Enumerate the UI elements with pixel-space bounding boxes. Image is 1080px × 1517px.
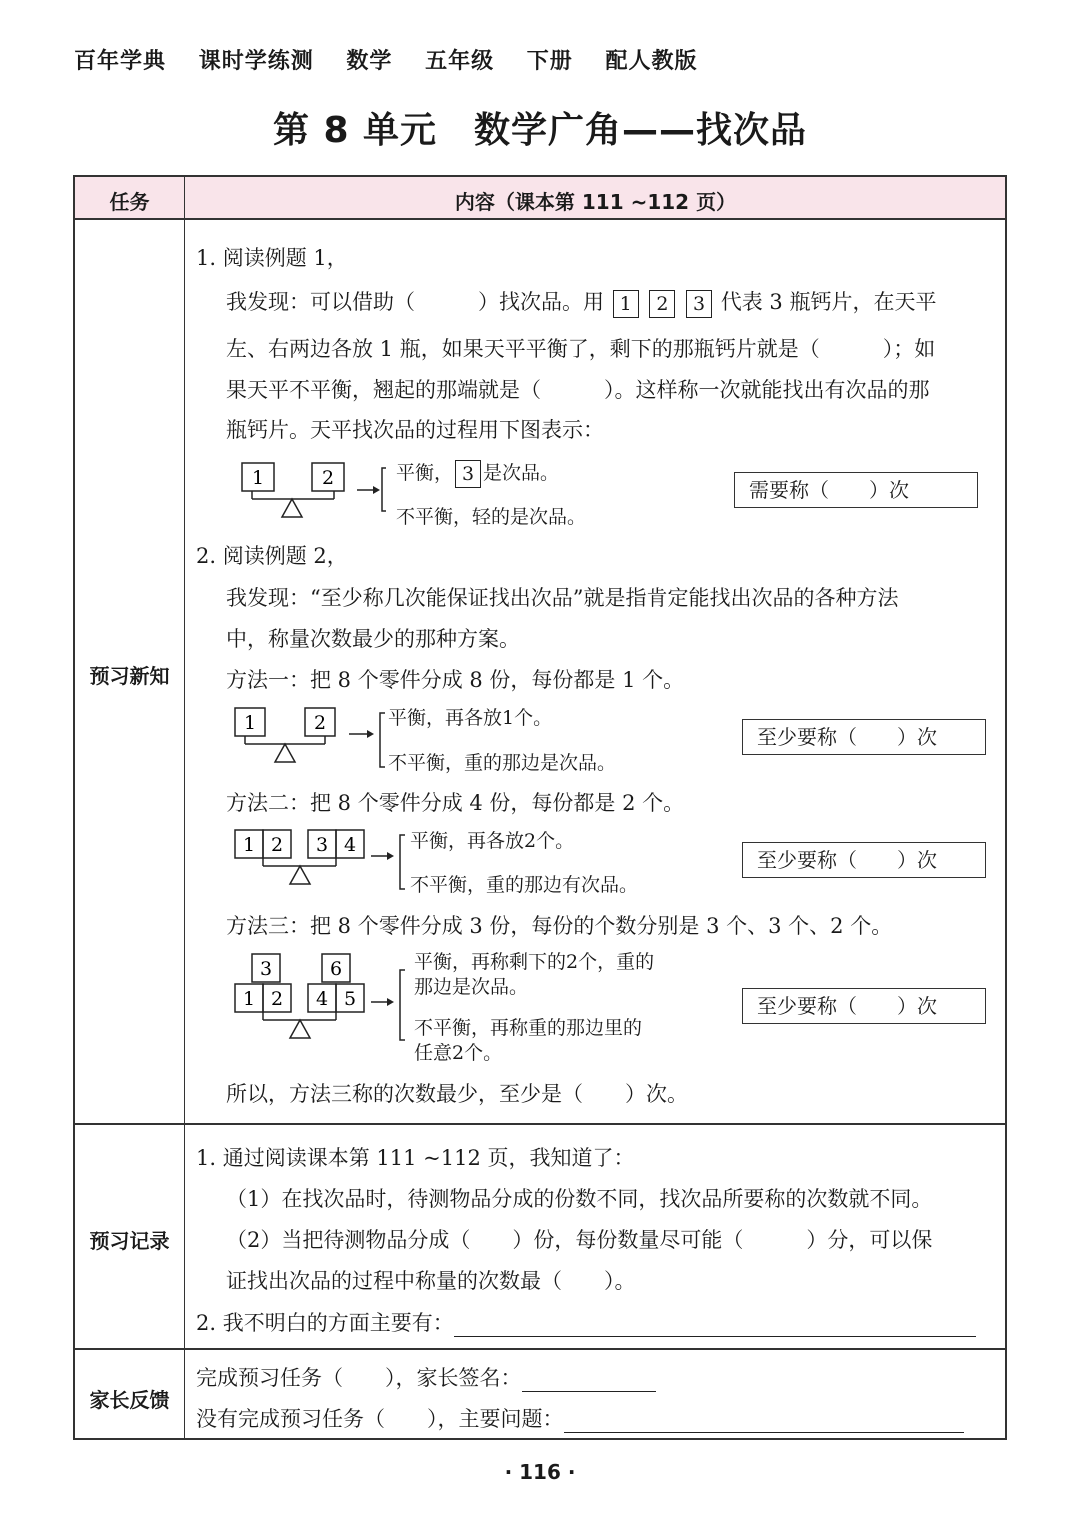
balance-diagram-method1 — [225, 700, 395, 775]
d1-balance-end: 是次品。 — [483, 462, 560, 484]
unit-title: 第 8 单元 数学广角——找次品 — [272, 110, 808, 151]
m2-left-label-1: 1 — [242, 834, 256, 856]
page-number: · 116 · — [504, 1460, 576, 1484]
m1-answer-box: 至少要称（ ）次 — [742, 719, 986, 755]
m3-right-bottom-label-1: 4 — [315, 988, 329, 1010]
header-volume: 下册 — [526, 49, 573, 74]
q1-box-2: 2 — [649, 290, 675, 318]
q1-line1-start: 我发现：可以借助（ ）找次品。用 — [226, 290, 604, 314]
m2-right-label-1: 3 — [315, 834, 329, 856]
m3-left-bottom-label-2: 2 — [270, 988, 284, 1010]
row-divider-1 — [73, 1123, 1007, 1125]
header-book: 课时学练测 — [198, 49, 314, 74]
method3-text: 方法三：把 8 个零件分成 3 份，每份的个数分别是 3 个、3 个、2 个。 — [226, 914, 893, 938]
m3-balance-line2: 那边是次品。 — [414, 976, 529, 998]
d1-balance-text — [396, 458, 559, 488]
header-edition: 配人教版 — [605, 49, 698, 74]
method2-text: 方法二：把 8 个零件分成 4 份，每份都是 2 个。 — [226, 791, 685, 815]
row-divider-2 — [73, 1348, 1007, 1350]
header-subject: 数学 — [346, 49, 393, 74]
parent-signature-line[interactable] — [522, 1369, 656, 1392]
record-line3: （2）当把待测物品分成（ ）份，每份数量尽可能（ ）分，可以保 — [226, 1228, 933, 1252]
conclusion-text: 所以，方法三称的次数最少，至少是（ ）次。 — [226, 1082, 688, 1106]
m3-right-bottom-label-2: 5 — [343, 988, 357, 1010]
column-header-content: 内容（课本第 111 ~112 页） — [454, 190, 737, 214]
m2-answer-box: 至少要称（ ）次 — [742, 842, 986, 878]
d1-box: 3 — [455, 460, 481, 488]
row-label-feedback: 家长反馈 — [89, 1388, 170, 1412]
q1-line4: 瓶钙片。天平找次品的过程用下图表示： — [226, 418, 604, 442]
problem-description-line[interactable] — [564, 1410, 964, 1433]
q2-line1: 我发现：“至少称几次能保证找出次品”就是指肯定能找出次品的各种方法 — [226, 586, 899, 610]
feedback-line1 — [196, 1362, 656, 1392]
q1-box-3: 3 — [686, 290, 712, 318]
m3-balance-line1: 平衡，再称剩下的2个，重的 — [414, 951, 655, 973]
d1-right-label: 2 — [321, 467, 335, 489]
feedback-incomplete-label: 没有完成预习任务（ ），主要问题： — [196, 1407, 564, 1431]
m3-answer-box: 至少要称（ ）次 — [742, 988, 986, 1024]
record-answer-line[interactable] — [454, 1314, 976, 1337]
d1-left-label: 1 — [251, 467, 265, 489]
feedback-line2 — [196, 1403, 964, 1433]
d1-unbalance-text: 不平衡，轻的是次品。 — [396, 506, 587, 528]
q1-line1 — [226, 286, 936, 318]
m3-right-top-label: 6 — [329, 958, 343, 980]
balance-diagram-method3 — [225, 948, 415, 1048]
method1-text: 方法一：把 8 个零件分成 8 份，每份都是 1 个。 — [226, 668, 685, 692]
record-line1: 1. 通过阅读课本第 111 ~112 页，我知道了： — [196, 1146, 635, 1170]
q2-line2: 中，称量次数最少的那种方案。 — [226, 627, 520, 651]
row-label-preview: 预习新知 — [89, 664, 170, 688]
q1-line1-end: 代表 3 瓶钙片，在天平 — [720, 290, 937, 314]
m3-left-top-label: 3 — [259, 958, 273, 980]
record-line4: 证找出次品的过程中称量的次数最（ ）。 — [226, 1269, 636, 1293]
q1-box-1: 1 — [613, 290, 639, 318]
row-label-record: 预习记录 — [89, 1229, 170, 1253]
record-question-label: 2. 我不明白的方面主要有： — [196, 1311, 454, 1335]
header-series: 百年学典 — [74, 49, 167, 74]
m1-right-label: 2 — [313, 712, 327, 734]
q1-line2: 左、右两边各放 1 瓶，如果天平平衡了，剩下的那瓶钙片就是（ ）；如 — [226, 337, 936, 361]
header-divider — [73, 218, 1007, 220]
column-header-task: 任务 — [109, 190, 150, 214]
m2-balance-text: 平衡，再各放2个。 — [410, 830, 575, 852]
m3-unbalance-line2: 任意2个。 — [414, 1042, 503, 1064]
d1-balance-start: 平衡， — [396, 462, 454, 484]
record-line2: （1）在找次品时，待测物品分成的份数不同，找次品所要称的次数就不同。 — [226, 1187, 933, 1211]
m2-right-label-2: 4 — [343, 834, 357, 856]
column-divider — [184, 175, 185, 1440]
m3-left-bottom-label-1: 1 — [242, 988, 256, 1010]
header-grade: 五年级 — [425, 49, 495, 74]
book-header — [74, 44, 721, 75]
d1-answer-box: 需要称（ ）次 — [734, 472, 978, 508]
q1-title: 1. 阅读例题 1， — [196, 246, 348, 270]
q2-title: 2. 阅读例题 2， — [196, 544, 348, 568]
m1-balance-text: 平衡，再各放1个。 — [388, 707, 553, 729]
q1-line3: 果天平不平衡，翘起的那端就是（ ）。这样称一次就能找出有次品的那 — [226, 378, 930, 402]
balance-diagram-method2 — [225, 822, 415, 897]
m1-left-label: 1 — [243, 712, 257, 734]
m3-unbalance-line1: 不平衡，再称重的那边里的 — [414, 1017, 643, 1039]
m1-unbalance-text: 不平衡，重的那边是次品。 — [388, 752, 617, 774]
feedback-complete-label: 完成预习任务（ ），家长签名： — [196, 1366, 522, 1390]
m2-left-label-2: 2 — [270, 834, 284, 856]
record-line5 — [196, 1307, 976, 1337]
m2-unbalance-text: 不平衡，重的那边有次品。 — [410, 874, 639, 896]
